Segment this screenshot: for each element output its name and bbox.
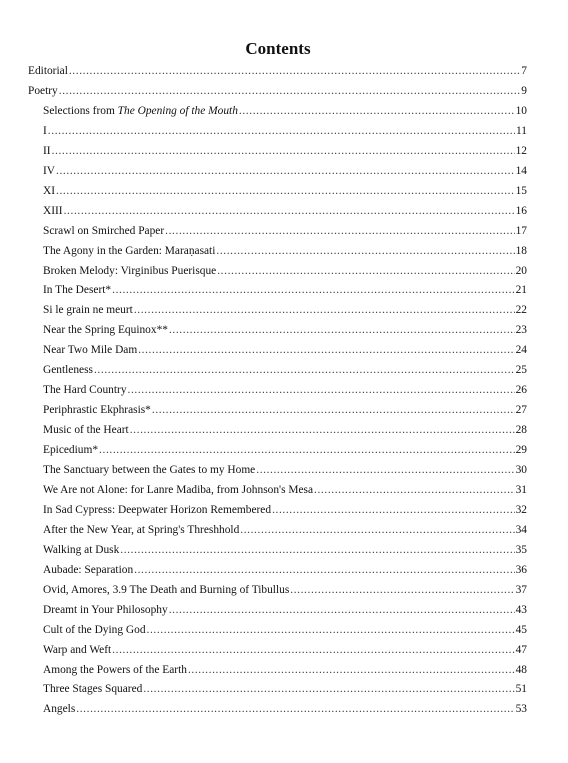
toc-entry [28,62,527,80]
toc-entry [43,162,527,180]
toc-entry [43,481,527,499]
toc-entry [43,680,527,698]
toc-entry [43,301,527,319]
toc-entry-page-number: 15 [515,184,527,197]
toc-entry-title: Angels [43,703,76,716]
page-title: Contents [245,39,311,58]
toc-entry-title: Si le grain ne meurt [43,304,133,317]
dot-leader [134,301,515,319]
toc-entry-page-number: 14 [515,164,527,177]
toc-entry-title: Scrawl on Smirched Paper [43,224,165,237]
dot-leader [290,581,514,599]
dot-leader [130,421,515,439]
toc-entry-title: Gentleness [43,364,93,377]
dot-leader [147,621,515,639]
toc-entry-page-number: 31 [515,483,527,496]
dot-leader [48,122,515,140]
toc-entry [43,361,527,379]
toc-entry-title: I [43,124,47,137]
toc-entry [28,82,527,100]
toc-entry [43,222,527,240]
dot-leader [217,262,514,280]
toc-entry [43,281,527,299]
toc-entry [43,641,527,659]
dot-leader [64,202,515,220]
toc-entry-page-number: 53 [515,703,527,716]
toc-entry-page-number: 43 [515,603,527,616]
toc-entry [43,321,527,339]
toc-entry-page-number: 45 [515,623,527,636]
toc-entry-page-number: 47 [515,643,527,656]
dot-leader [188,661,515,679]
dot-leader [99,441,515,459]
toc-entry-page-number: 37 [515,583,527,596]
toc-entry [43,501,527,519]
toc-entry-page-number: 21 [515,284,527,297]
toc-entry [43,461,527,479]
dot-leader [112,281,514,299]
dot-leader [52,142,515,160]
toc-entry-title: After the New Year, at Spring's Threshhold [43,523,240,536]
dot-leader [134,561,514,579]
dot-leader [216,242,514,260]
toc-entry [43,561,527,579]
toc-entry-page-number: 22 [515,304,527,317]
toc-entry-title: Ovid, Amores, 3.9 The Death and Burning of Tibullus [43,583,290,596]
toc-entry-page-number: 16 [515,204,527,217]
toc-entry [43,621,527,639]
toc-entry [43,521,527,539]
toc-entry-title-prefix: Selections from [43,104,118,117]
toc-entry-title: Near Two Mile Dam [43,344,138,357]
toc-entry-page-number: 23 [515,324,527,337]
toc-entry-page-number: 17 [515,224,527,237]
dot-leader [112,641,514,659]
toc-entry-page-number: 18 [515,244,527,257]
dot-leader [239,102,515,120]
dot-leader [59,82,521,100]
toc-entry-page-number: 32 [515,503,527,516]
dot-leader [128,381,515,399]
toc-entry [43,262,527,280]
toc-entry-title: The Agony in the Garden: Maraṇasati [43,244,216,257]
toc-entry-title: Epicedium* [43,444,99,457]
toc-entry-page-number: 26 [515,384,527,397]
toc-entry-title: Aubade: Separation [43,563,134,576]
toc-entry-page-number: 20 [515,264,527,277]
dot-leader [143,680,514,698]
toc-entry [43,142,527,160]
toc-entry-page-number: 34 [515,523,527,536]
toc-entry-page-number: 11 [516,124,527,137]
dot-leader [56,182,515,200]
toc-entry-title: The Hard Country [43,384,127,397]
toc-entry-title: II [43,144,51,157]
toc-entry-page-number: 7 [521,65,527,77]
toc-entry-title: Near the Spring Equinox** [43,324,168,337]
dot-leader [94,361,515,379]
toc-entry-page-number: 29 [515,444,527,457]
toc-entry-title: IV [43,164,56,177]
toc-entry-title: In The Desert* [43,284,112,297]
dot-leader [56,162,515,180]
toc-entry-title: Walking at Dusk [43,543,120,556]
toc-entry [43,401,527,419]
toc-entry-page-number: 27 [515,404,527,417]
toc-entry-title: In Sad Cypress: Deepwater Horizon Remembered [43,503,272,516]
toc-entry-title: Three Stages Squared [43,683,143,696]
dot-leader [152,401,515,419]
toc-entry [43,661,527,679]
dot-leader [314,481,515,499]
toc-entry-page-number: 36 [515,563,527,576]
dot-leader [69,62,520,80]
toc-entry [43,341,527,359]
toc-entry-title: XIII [43,204,63,217]
toc-entry-page-number: 25 [515,364,527,377]
toc-entry [43,182,527,200]
dot-leader [240,521,514,539]
toc-entry [43,601,527,619]
toc-entry-page-number: 28 [515,424,527,437]
dot-leader [76,700,514,718]
dot-leader [120,541,514,559]
toc-entry-title: Periphrastic Ekphrasis* [43,404,151,417]
toc-entry-title: Cult of the Dying God [43,623,146,636]
toc-entry [43,202,527,220]
toc-entry [43,242,527,260]
dot-leader [256,461,514,479]
toc-entry-title: Dreamt in Your Philosophy [43,603,168,616]
toc-entry-title: Poetry [28,84,58,97]
dot-leader [169,601,515,619]
toc-entry-title: XI [43,184,56,197]
dot-leader [169,321,515,339]
dot-leader [272,501,515,519]
toc-entry-page-number: 30 [515,464,527,476]
toc-entry-page-number: 10 [515,104,527,117]
dot-leader [165,222,514,240]
toc-entry-page-number: 24 [515,344,527,357]
toc-entry-page-number: 48 [515,663,527,676]
toc-entry [43,122,527,140]
toc-entry [43,421,527,439]
toc-entry-page-number: 9 [521,84,527,97]
toc-entry [43,102,527,120]
toc-entry [43,381,527,399]
toc-entry-title [43,102,238,120]
toc-entry [43,700,527,718]
toc-entry-page-number: 12 [515,144,527,157]
toc-entry-page-number: 51 [515,683,527,696]
toc-entry [43,581,527,599]
toc-entry-title: Warp and Weft [43,643,112,656]
toc-entry [43,541,527,559]
toc-entry-page-number: 35 [515,543,527,556]
toc-entry-title-italic: The Opening of the Mouth [117,104,238,117]
toc-entry-title: Editorial [28,65,68,77]
toc-entry-title: Broken Melody: Virginibus Puerisque [43,264,217,277]
toc-entry-title: The Sanctuary between the Gates to my Home [43,464,256,476]
toc-entry-title: We Are not Alone: for Lanre Madiba, from Johnson's Mesa [43,483,314,496]
toc-entry [43,441,527,459]
dot-leader [138,341,514,359]
toc-entry-title: Among the Powers of the Earth [43,663,187,676]
toc-entry-title: Music of the Heart [43,424,129,437]
